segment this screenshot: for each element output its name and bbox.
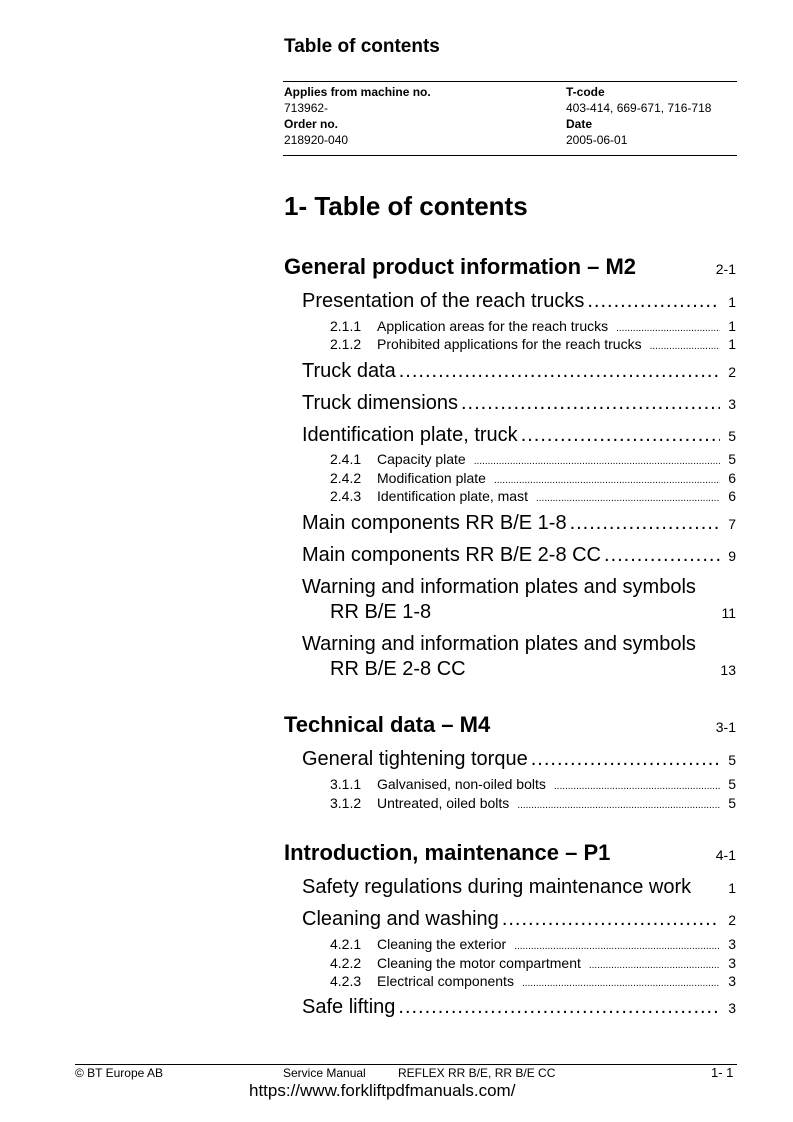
toc-subentry-number: 2.1.1 <box>330 318 362 334</box>
toc-entry[interactable] <box>302 908 736 931</box>
applies-label: Applies from machine no. <box>284 85 431 99</box>
toc-entry[interactable] <box>302 748 736 771</box>
toc-entry[interactable] <box>302 544 736 567</box>
dot-leader <box>521 424 720 447</box>
toc-entry-title: Warning and information plates and symbols <box>302 576 696 598</box>
toc-entry-page: 7 <box>728 516 736 532</box>
toc-subentry-title: Untreated, oiled bolts <box>377 795 510 811</box>
dot-leader <box>554 781 720 792</box>
dot-leader <box>494 475 720 486</box>
toc-entry[interactable] <box>302 512 736 535</box>
dot-leader <box>589 960 720 971</box>
toc-subentry[interactable] <box>330 336 736 352</box>
toc-subentry-page: 5 <box>728 776 736 792</box>
document-title: 1- Table of contents <box>284 191 528 221</box>
toc-chapter-title: Introduction, maintenance – P1 <box>284 840 611 865</box>
toc-subentry-page: 1 <box>728 318 736 334</box>
toc-chapter-page: 4-1 <box>715 847 736 863</box>
order-value: 218920-040 <box>284 133 349 147</box>
tcode-value: 403-414, 669-671, 716-718 <box>566 101 712 115</box>
toc-subentry[interactable] <box>330 488 736 504</box>
toc-chapter-title: General product information – M2 <box>284 254 637 279</box>
footer-manual: Service Manual <box>283 1066 366 1080</box>
toc-entry-page: 13 <box>720 662 736 678</box>
toc-entry-title: Presentation of the reach trucks <box>302 290 585 312</box>
dot-leader <box>616 323 720 334</box>
toc-subentry-number: 4.2.3 <box>330 973 362 989</box>
applies-value: 713962- <box>284 101 329 115</box>
dot-leader <box>514 941 720 952</box>
dot-leader <box>399 360 720 383</box>
order-label: Order no. <box>284 117 339 131</box>
toc-entry-title: Main components RR B/E 2-8 CC <box>302 544 602 566</box>
tcode-label: T-code <box>566 85 605 99</box>
toc-subentry-number: 4.2.1 <box>330 936 362 952</box>
toc-chapter[interactable] <box>284 712 736 738</box>
footer-copyright: © BT Europe AB <box>75 1066 164 1080</box>
toc-entry[interactable] <box>302 996 736 1019</box>
header-top-rule <box>283 81 737 82</box>
toc-entry-page: 3 <box>728 1000 736 1016</box>
toc-subentry-title: Capacity plate <box>377 451 466 467</box>
dot-leader <box>650 341 720 352</box>
dot-leader <box>474 456 720 467</box>
toc-entry-title: Identification plate, truck <box>302 424 518 446</box>
toc-entry[interactable] <box>302 575 736 626</box>
toc-subentry-page: 5 <box>728 451 736 467</box>
toc-subentry-title: Electrical components <box>377 973 514 989</box>
toc-entry-title: Safe lifting <box>302 996 396 1018</box>
toc-entry[interactable] <box>302 360 736 383</box>
toc-entry-title-cont: RR B/E 2-8 CC <box>330 658 466 680</box>
toc-entry-title: General tightening torque <box>302 748 528 770</box>
toc-chapter-title: Technical data – M4 <box>284 712 491 737</box>
toc-chapter[interactable] <box>284 254 736 280</box>
dot-leader <box>398 996 720 1019</box>
toc-entry-page: 1 <box>728 294 736 310</box>
toc-subentry-number: 2.4.1 <box>330 451 362 467</box>
header-meta-right <box>566 84 711 148</box>
toc-subentry[interactable] <box>330 973 736 989</box>
toc-subentry-number: 2.4.3 <box>330 488 362 504</box>
toc-subentry[interactable] <box>330 955 736 971</box>
toc-subentry-page: 6 <box>728 488 736 504</box>
dot-leader <box>604 544 720 567</box>
toc-subentry-page: 5 <box>728 795 736 811</box>
toc-chapter-page: 2-1 <box>715 261 736 277</box>
toc-subentry-page: 1 <box>728 336 736 352</box>
date-label: Date <box>566 117 593 131</box>
toc-entry-title: Truck dimensions <box>302 392 458 414</box>
toc-subentry-title: Prohibited applications for the reach trucks <box>377 336 642 352</box>
toc-entry-page: 3 <box>728 396 736 412</box>
toc-subentry-number: 2.1.2 <box>330 336 362 352</box>
toc-entry[interactable] <box>302 632 736 683</box>
dot-leader <box>522 978 720 989</box>
toc-subentry-page: 3 <box>728 955 736 971</box>
toc-entry-page: 1 <box>728 880 736 896</box>
toc-entry-page: 2 <box>728 364 736 380</box>
toc-entry-title-cont: RR B/E 1-8 <box>330 601 432 623</box>
dot-leader <box>570 512 720 535</box>
toc-subentry[interactable] <box>330 936 736 952</box>
toc-entry-title: Safety regulations during maintenance work <box>302 876 692 898</box>
footer-url[interactable]: https://www.forkliftpdfmanuals.com/ <box>249 1081 516 1100</box>
toc-entry[interactable] <box>302 424 736 447</box>
toc-entry-page: 5 <box>728 428 736 444</box>
toc-chapter-page: 3-1 <box>715 719 736 735</box>
toc-entry-title: Truck data <box>302 360 396 382</box>
toc-entry-title: Main components RR B/E 1-8 <box>302 512 567 534</box>
dot-leader <box>517 800 720 811</box>
toc-entry-title: Cleaning and washing <box>302 908 499 930</box>
toc-subentry-number: 3.1.1 <box>330 776 362 792</box>
toc-subentry-title: Galvanised, non-oiled bolts <box>377 776 546 792</box>
toc-subentry-title: Identification plate, mast <box>377 488 528 504</box>
toc-subentry-title: Cleaning the motor compartment <box>377 955 581 971</box>
toc-subentry[interactable] <box>330 470 736 486</box>
toc-entry[interactable] <box>302 876 736 899</box>
toc-entry[interactable] <box>302 290 736 313</box>
toc-entry[interactable] <box>302 392 736 415</box>
dot-leader <box>461 392 720 415</box>
dot-leader <box>536 493 720 504</box>
toc-subentry-number: 2.4.2 <box>330 470 362 486</box>
dot-leader <box>531 748 720 771</box>
toc-entry-page: 2 <box>728 912 736 928</box>
toc-subentry-title: Application areas for the reach trucks <box>377 318 609 334</box>
toc-subentry-page: 6 <box>728 470 736 486</box>
toc-subentry-page: 3 <box>728 936 736 952</box>
header-title: Table of contents <box>284 36 440 57</box>
toc-subentry[interactable] <box>330 318 736 334</box>
footer-page-number: 1- 1 <box>711 1065 734 1080</box>
toc-subentry-title: Modification plate <box>377 470 486 486</box>
footer-rule <box>75 1064 737 1065</box>
toc-entry-page: 9 <box>728 548 736 564</box>
dot-leader <box>502 908 720 931</box>
footer-model: REFLEX RR B/E, RR B/E CC <box>398 1066 556 1080</box>
toc-subentry-number: 4.2.2 <box>330 955 362 971</box>
toc-subentry[interactable] <box>330 451 736 467</box>
toc-subentry-number: 3.1.2 <box>330 795 362 811</box>
header-bottom-rule <box>283 155 737 156</box>
toc-entry-title: Warning and information plates and symbols <box>302 633 696 655</box>
toc-subentry-page: 3 <box>728 973 736 989</box>
header-meta-left <box>284 84 431 148</box>
toc-entry-page: 11 <box>721 605 736 621</box>
toc-subentry[interactable] <box>330 776 736 792</box>
toc-subentry-title: Cleaning the exterior <box>377 936 507 952</box>
dot-leader <box>587 290 720 313</box>
toc-subentry[interactable] <box>330 795 736 811</box>
toc-chapter[interactable] <box>284 840 736 866</box>
toc-entry-page: 5 <box>728 752 736 768</box>
date-value: 2005-06-01 <box>566 133 628 147</box>
